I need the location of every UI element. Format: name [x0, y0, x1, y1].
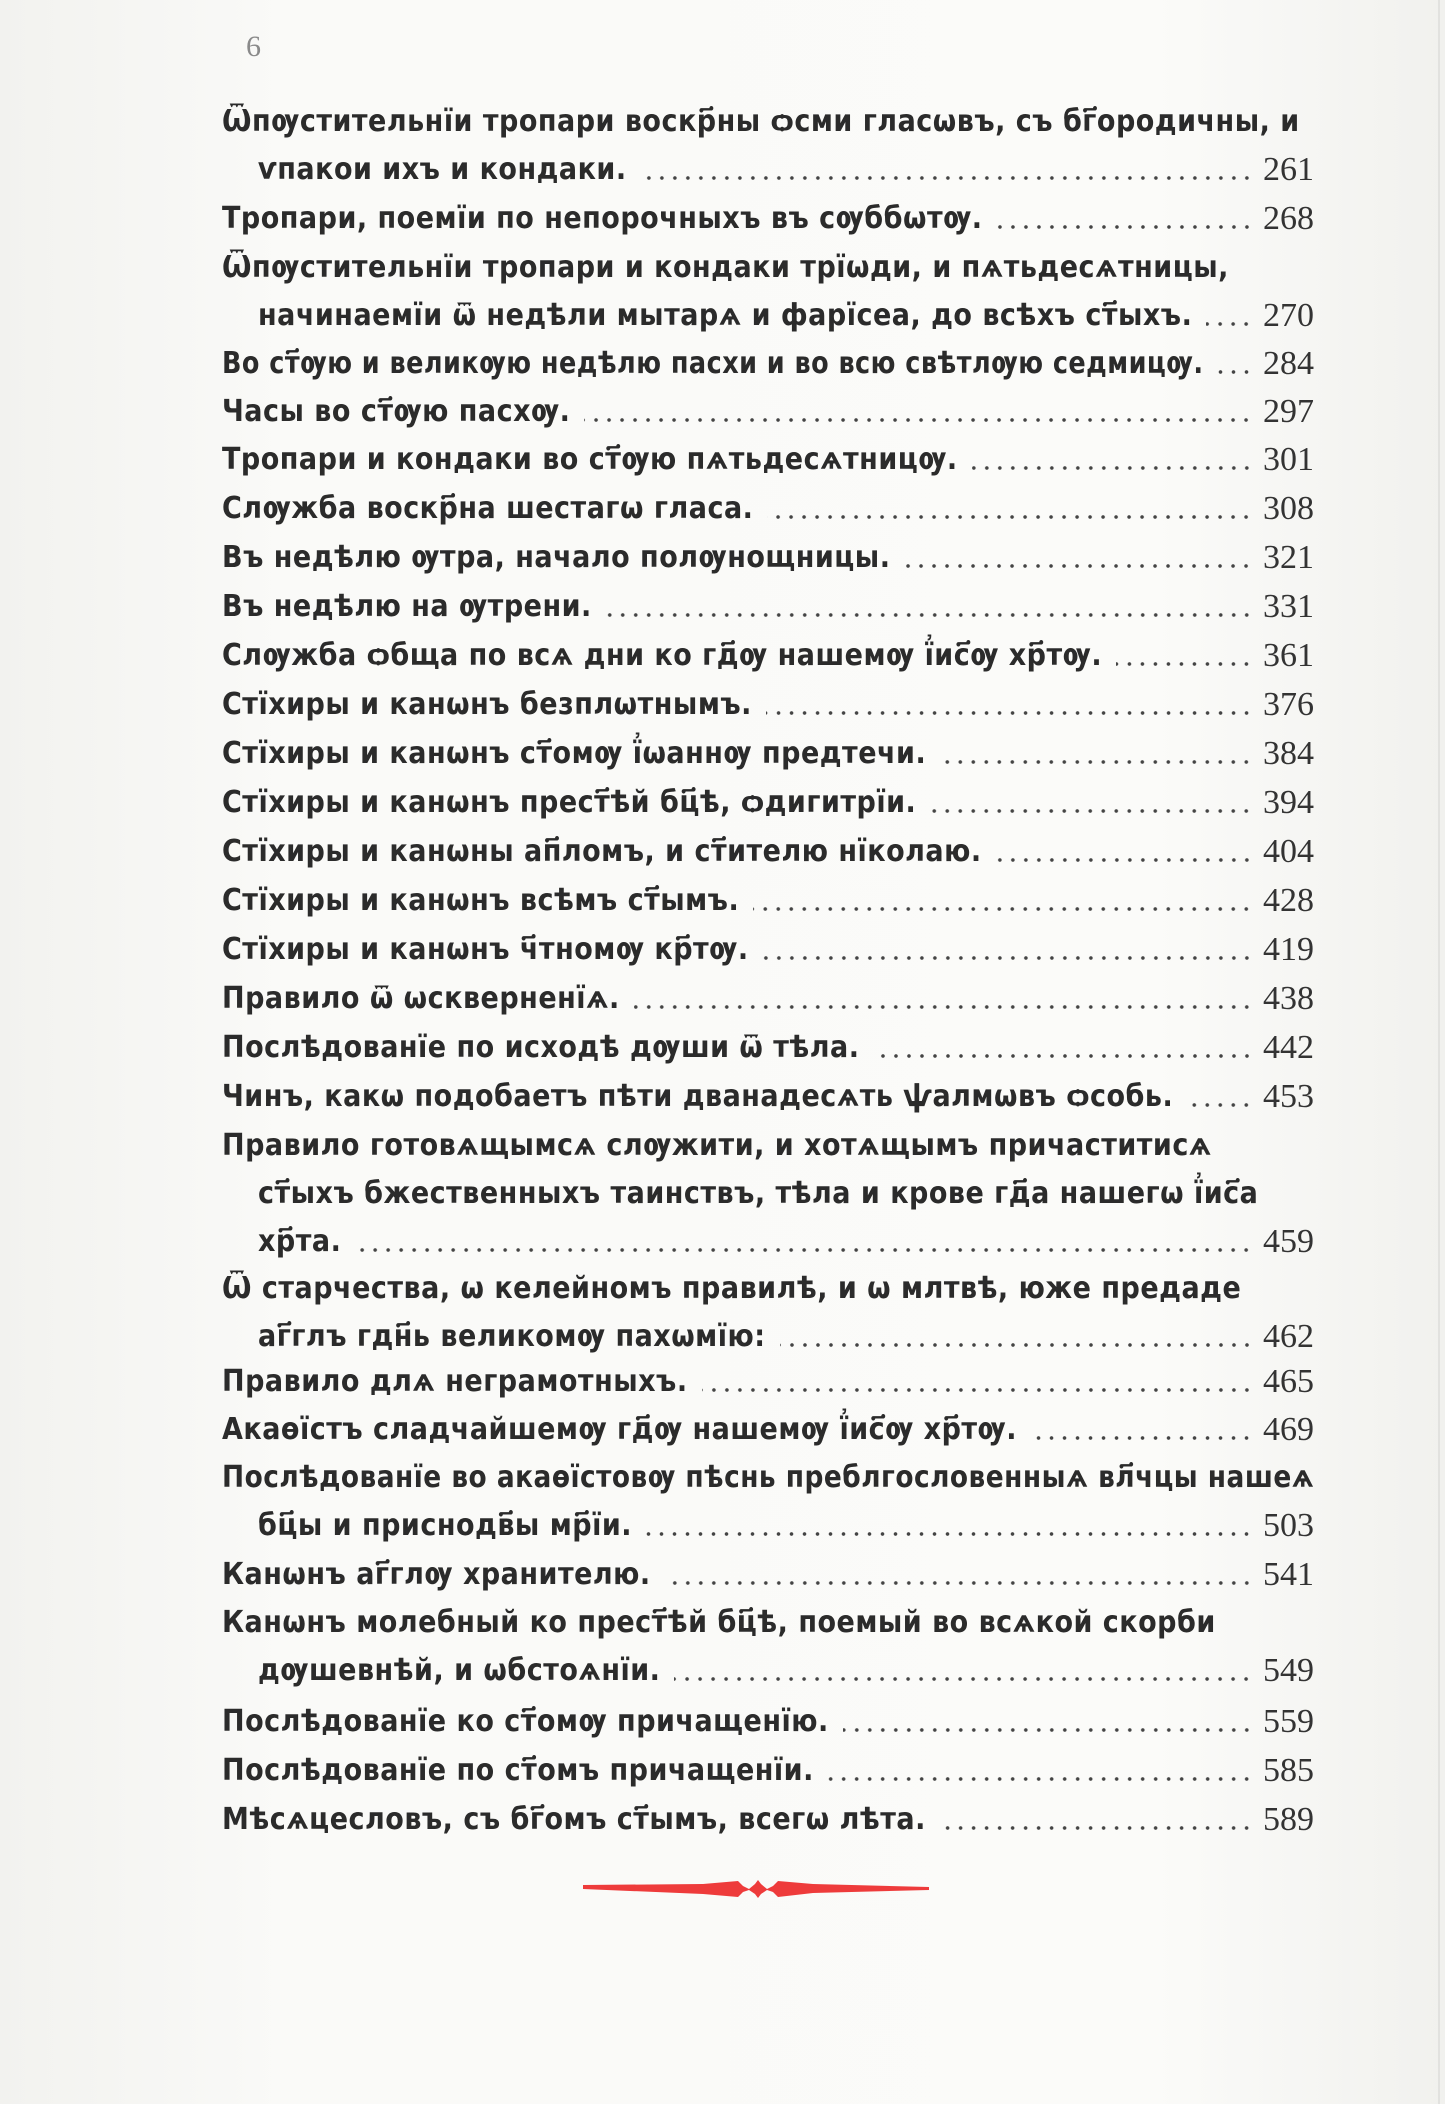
toc-page-number: 308 [1263, 490, 1314, 527]
toc-entry-line [222, 1601, 1314, 1645]
toc-entry-title: Послѣдованїе ко ст҃омѹ причащенїю. [222, 1704, 829, 1739]
toc-entry-title: Стїхиры и канѡнъ прест҃ѣй бц҃ѣ, ѻдигитрїи. [222, 785, 917, 820]
toc-entry-title: Канѡнъ молебный ко прест҃ѣй бц҃ѣ, поемый во всѧкой скорби [222, 1605, 1216, 1640]
toc-entry [222, 683, 1314, 727]
dot-leader [1218, 342, 1253, 386]
toc-entry-line [222, 246, 1314, 290]
dot-leader [763, 928, 1253, 972]
toc-entry [222, 879, 1314, 923]
toc-page-number: 428 [1263, 882, 1314, 919]
toc-entry-title: Акаѳїстъ сладчайшемѹ гд҃ѹ нашемѹ ї҆ис҃ѹ хр҃тѹ. [222, 1412, 1017, 1447]
dot-leader [1116, 634, 1253, 678]
dot-leader [972, 438, 1253, 482]
toc-entry-title: Канѡнъ аг҃глѹ хранителю. [222, 1557, 651, 1592]
dot-leader [766, 683, 1253, 727]
toc-entry [222, 977, 1314, 1021]
toc-entry-title: Стїхиры и канѡнъ ч҃тномѹ кр҃тѹ. [222, 932, 749, 967]
toc-entry-title: Стїхиры и канѡнъ ст҃омѹ ї҆ѡаннѹ предтечи. [222, 736, 927, 771]
toc-page-number: 503 [1263, 1507, 1314, 1544]
toc-entry [258, 1315, 1314, 1359]
toc-entry-title: ѵпакои ихъ и кондаки. [258, 152, 627, 187]
toc-entry [258, 1504, 1314, 1548]
toc-entry-line [222, 1124, 1314, 1168]
toc-page-number: 438 [1263, 980, 1314, 1017]
toc-entry-title: Слѹжба ѻбща по всѧ дни ко гд҃ѹ нашемѹ ї҆ис҃ѹ хр҃тѹ. [222, 638, 1103, 673]
toc-entry-line [222, 1267, 1314, 1311]
toc-entry-title: Слѹжба воскр҃на шестагѡ гласа. [222, 491, 754, 526]
toc-entry [258, 294, 1314, 338]
toc-page-number: 585 [1263, 1752, 1314, 1789]
toc-entry-title: Ѿпѹстительнїи тропари воскр҃ны ѻсми гласѡвъ, съ бг҃ородичны, и [222, 104, 1300, 139]
dot-leader [634, 977, 1253, 1021]
toc-entry [222, 1749, 1314, 1793]
toc-entry-title: Во ст҃ѹю и великѹю недѣлю пасхи и во всю свѣтлѹю седмицѹ. [222, 346, 1204, 381]
toc-entry-title: Ѿ старчества, ѡ келейномъ правилѣ, и ѡ млтвѣ, юже предаде [222, 1271, 1242, 1306]
toc-page-number: 419 [1263, 931, 1314, 968]
toc-entry-title: Чинъ, какѡ подобаетъ пѣти дванадесѧть ѱалмѡвъ ѻсобь. [222, 1079, 1174, 1114]
toc-entry [222, 1700, 1314, 1744]
toc-page-number: 261 [1263, 151, 1314, 188]
toc-page-number: 301 [1263, 441, 1314, 478]
toc-entry-line [222, 100, 1314, 144]
toc-entry [222, 1798, 1314, 1842]
toc-entry [258, 1220, 1314, 1264]
toc-page-number: 453 [1263, 1078, 1314, 1115]
toc-page-number: 268 [1263, 200, 1314, 237]
toc-entry-title: Тропари и кондаки во ст҃ѹю пѧтьдесѧтницѹ. [222, 442, 958, 477]
toc-page-number: 361 [1263, 637, 1314, 674]
toc-entry [222, 1360, 1314, 1404]
page-edge [1438, 0, 1440, 2104]
toc-entry-title: Тропари, поемїи по непорочныхъ въ сѹббѡтѹ. [222, 201, 983, 236]
toc-page-number: 384 [1263, 735, 1314, 772]
toc-entry-title: Мѣсѧцесловъ, съ бг҃омъ ст҃ымъ, всегѡ лѣта. [222, 1802, 926, 1837]
toc-entry-title: Стїхиры и канѡнъ всѣмъ ст҃ымъ. [222, 883, 740, 918]
toc-entry [222, 1408, 1314, 1452]
toc-entry-title: Стїхиры и канѡнъ безплѡтнымъ. [222, 687, 752, 722]
toc-entry-title: Ѿпѹстительнїи тропари и кондаки трїѡди, и пѧтьдесѧтницы, [222, 250, 1229, 285]
toc-entry [258, 148, 1314, 192]
toc-page-number: 469 [1263, 1411, 1314, 1448]
dot-leader [828, 1749, 1253, 1793]
toc-entry-line [258, 1172, 1314, 1216]
toc-page-number: 549 [1263, 1652, 1314, 1689]
toc-page-number: 394 [1263, 784, 1314, 821]
dot-leader [997, 197, 1253, 241]
dot-leader [1187, 1075, 1253, 1119]
toc-page-number: 284 [1263, 345, 1314, 382]
toc-entry-title: Послѣдованїе по ст҃омъ причащенїи. [222, 1753, 814, 1788]
toc-page-number: 270 [1263, 297, 1314, 334]
dot-leader [780, 1315, 1253, 1359]
toc-entry-title: Правило длѧ неграмотныхъ. [222, 1364, 688, 1399]
dot-leader [355, 1220, 1253, 1264]
dot-leader [641, 148, 1253, 192]
dot-leader [606, 585, 1253, 629]
toc-entry [222, 1075, 1314, 1119]
toc-entry [222, 1026, 1314, 1070]
dot-leader [940, 1798, 1253, 1842]
dot-leader [996, 830, 1253, 874]
toc-entry [222, 634, 1314, 678]
toc-entry [222, 342, 1314, 386]
dot-leader [753, 879, 1253, 923]
toc-entry-title: Послѣдованїе во акаѳїстовѹ пѣснь преблгословенныѧ вл҃чцы нашеѧ [222, 1460, 1314, 1495]
toc-entry [222, 536, 1314, 580]
dot-leader [940, 732, 1253, 776]
toc-entry [222, 438, 1314, 482]
toc-entry [222, 197, 1314, 241]
toc-entry [222, 1553, 1314, 1597]
toc-page-number: 462 [1263, 1318, 1314, 1355]
toc-page-number: 442 [1263, 1029, 1314, 1066]
toc-entry [258, 1649, 1314, 1693]
toc-page-number: 459 [1263, 1223, 1314, 1260]
toc-page-number: 541 [1263, 1556, 1314, 1593]
dot-leader [767, 487, 1253, 531]
toc-entry-title: Стїхиры и канѡны ап҃ломъ, и ст҃ителю нїколаю. [222, 834, 982, 869]
dot-leader [843, 1700, 1253, 1744]
toc-page-number: 465 [1263, 1363, 1314, 1400]
toc-page-number: 331 [1263, 588, 1314, 625]
toc-entry [222, 830, 1314, 874]
dot-leader [1031, 1408, 1253, 1452]
toc-entry [222, 487, 1314, 531]
toc-entry-title: Въ недѣлю на ѹтрени. [222, 589, 592, 624]
dot-leader [1206, 294, 1253, 338]
dot-leader [584, 390, 1253, 434]
dot-leader [702, 1360, 1253, 1404]
toc-entry-title: начинаемїи ѿ недѣли мытарѧ и фарїсеа, до всѣхъ ст҃ыхъ. [258, 298, 1193, 333]
dot-leader [874, 1026, 1253, 1070]
toc-page-number: 404 [1263, 833, 1314, 870]
toc-entry [222, 928, 1314, 972]
dot-leader [665, 1553, 1253, 1597]
toc-page-number: 321 [1263, 539, 1314, 576]
dot-leader [904, 536, 1253, 580]
toc-page-number: 589 [1263, 1801, 1314, 1838]
red-ornament-divider [583, 1880, 929, 1898]
toc-entry-line [222, 1456, 1314, 1500]
dot-leader [930, 781, 1253, 825]
toc-page-number: 559 [1263, 1703, 1314, 1740]
toc-entry-title: бц҃ы и приснодв҃ы мр҃їи. [258, 1508, 632, 1543]
toc-entry-title: Правило готовѧщымсѧ слѹжити, и хотѧщымъ причаститисѧ [222, 1128, 1212, 1163]
toc-entry [222, 732, 1314, 776]
toc-entry-title: дѹшевнѣй, и ѡбстоѧнїи. [258, 1653, 661, 1688]
toc-entry-title: хр҃та. [258, 1224, 342, 1259]
toc-entry-title: Часы во ст҃ѹю пасхѹ. [222, 394, 571, 429]
toc-entry [222, 585, 1314, 629]
toc-entry-title: Послѣдованїе по исходѣ дѹши ѿ тѣла. [222, 1030, 860, 1065]
dot-leader [674, 1649, 1253, 1693]
toc-page-number: 376 [1263, 686, 1314, 723]
dot-leader [646, 1504, 1253, 1548]
toc-entry-title: аг҃глъ гдн҃ь великомѹ пахѡмїю: [258, 1319, 766, 1354]
toc-page-number: 297 [1263, 393, 1314, 430]
page-number: 6 [246, 30, 261, 63]
toc-entry [222, 390, 1314, 434]
toc-entry-title: ст҃ыхъ бжественныхъ таинствъ, тѣла и крове гд҃а нашегѡ ї҆ис҃а [258, 1176, 1259, 1211]
toc-entry [222, 781, 1314, 825]
toc-entry-title: Въ недѣлю ѹтра, начало полѹнощницы. [222, 540, 891, 575]
toc-entry-title: Правило ѿ ѡскверненїѧ. [222, 981, 620, 1016]
